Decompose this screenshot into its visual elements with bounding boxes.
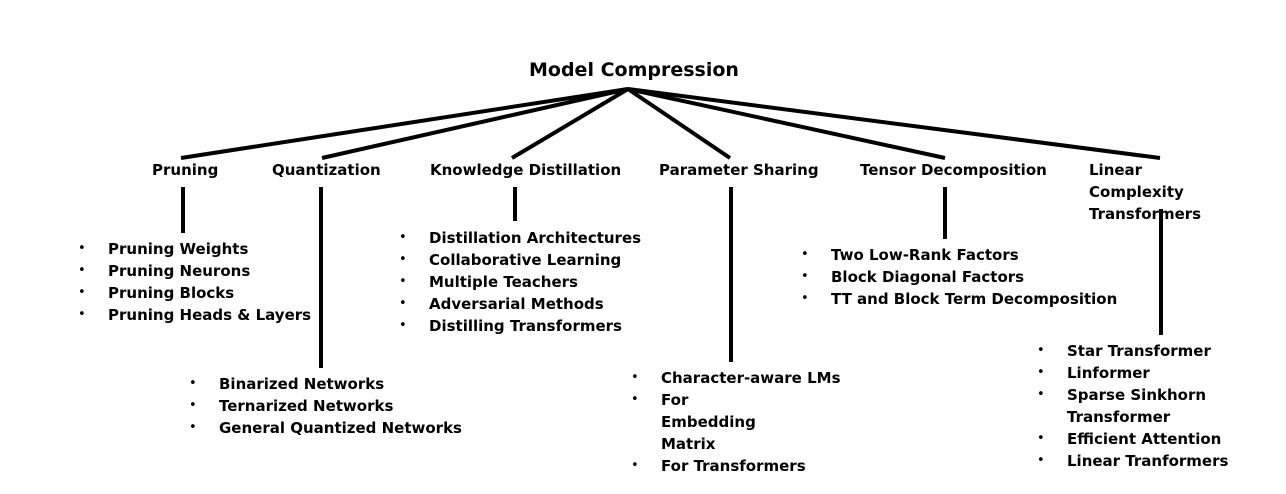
list-pruning xyxy=(76,238,311,326)
category-linear-complexity-transformers: Linear Complexity Transformers xyxy=(1089,161,1202,223)
list-item: • For Transformers xyxy=(629,455,789,477)
root-title: Model Compression xyxy=(529,59,739,81)
category-knowledge-distillation: Knowledge Distillation xyxy=(430,161,622,179)
list-item: • Adversarial Methods xyxy=(397,293,641,315)
list-item: • Pruning Neurons xyxy=(76,260,311,282)
list-item: • General Quantized Networks xyxy=(187,417,462,439)
list-item: • Pruning Heads & Layers xyxy=(76,304,311,326)
list-item: • Character-aware LMs xyxy=(629,367,789,389)
category-tensor-decomposition: Tensor Decomposition xyxy=(860,161,1047,179)
list-item: • Block Diagonal Factors xyxy=(799,266,1117,288)
edge-root-quantization xyxy=(322,89,628,158)
list-item: • Ternarized Networks xyxy=(187,395,462,417)
list-quantization xyxy=(187,373,462,439)
list-item: • Efficient Attention xyxy=(1035,428,1235,450)
list-item: • Pruning Blocks xyxy=(76,282,311,304)
list-item: • Linear Tranformers xyxy=(1035,450,1235,472)
category-parameter-sharing: Parameter Sharing xyxy=(659,161,819,179)
list-item: • Sparse Sinkhorn Transformer xyxy=(1035,384,1207,428)
list-parameter-sharing xyxy=(629,367,841,477)
edge-root-pruning xyxy=(181,89,628,158)
list-linear-complexity-transformers xyxy=(1035,340,1235,472)
list-tensor-decomposition xyxy=(799,244,1117,310)
list-item: • Two Low-Rank Factors xyxy=(799,244,1117,266)
category-quantization: Quantization xyxy=(272,161,381,179)
list-item: • Binarized Networks xyxy=(187,373,462,395)
list-item: • TT and Block Term Decomposition xyxy=(799,288,1117,310)
list-item: • Distilling Transformers xyxy=(397,315,641,337)
list-item: • For Embedding Matrix xyxy=(629,389,781,455)
category-pruning: Pruning xyxy=(152,161,219,179)
list-item: • Linformer xyxy=(1035,362,1235,384)
list-item: • Star Transformer xyxy=(1035,340,1235,362)
list-item: • Distillation Architectures xyxy=(397,227,641,249)
list-item: • Pruning Weights xyxy=(76,238,311,260)
list-item: • Multiple Teachers xyxy=(397,271,641,293)
list-knowledge-distillation xyxy=(397,227,641,337)
list-item: • Collaborative Learning xyxy=(397,249,641,271)
